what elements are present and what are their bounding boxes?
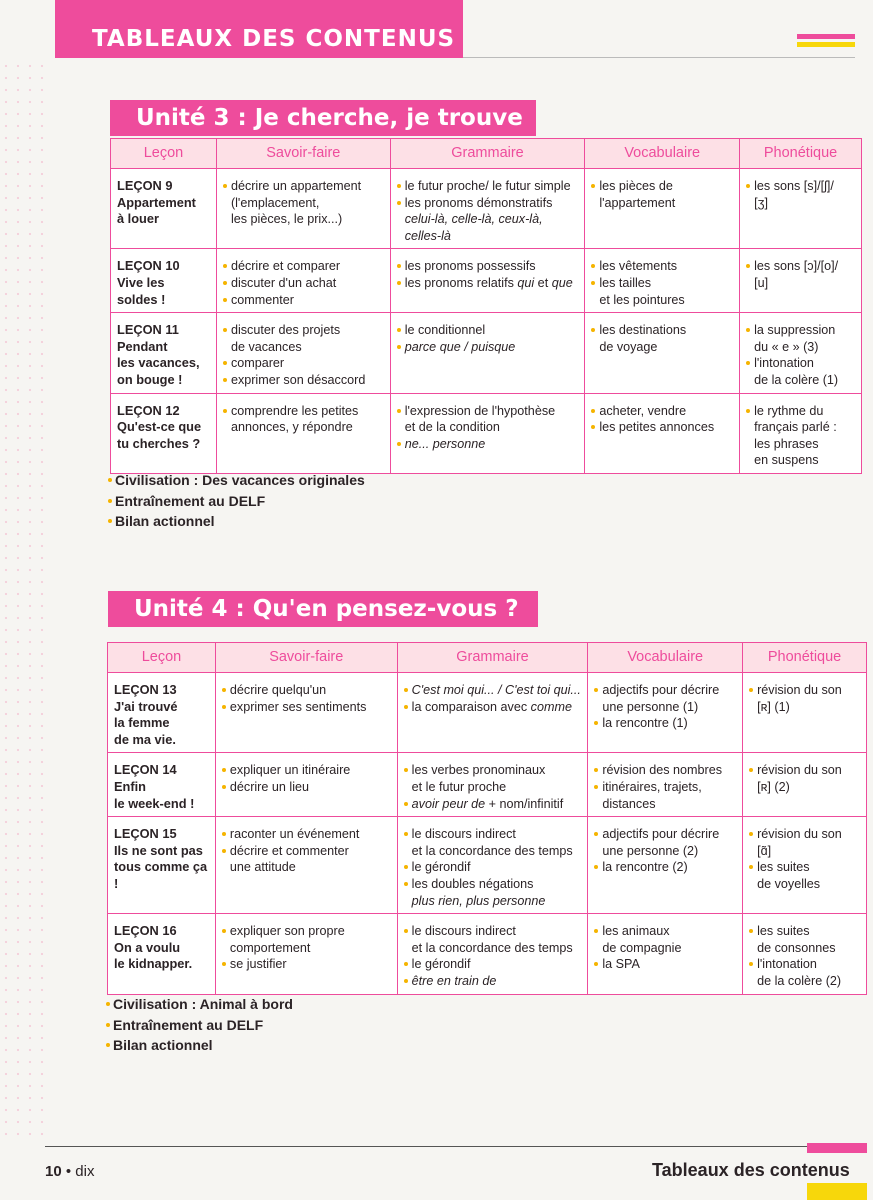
phonetique-cell — [743, 673, 867, 753]
lesson-title-line: la femme — [114, 715, 170, 731]
savoir-item: expliquer son propre — [222, 923, 391, 940]
lesson-row — [111, 313, 862, 393]
savoir-item: commenter — [223, 292, 384, 309]
savoir-item: de vacances — [230, 339, 302, 354]
header-rule — [463, 57, 855, 58]
vocabulaire-item: acheter, vendre — [591, 403, 733, 420]
savoir-item: les pièces, le prix...) — [230, 212, 343, 227]
lesson-title-line: Vive les — [117, 274, 165, 290]
phonetique-item: [ʒ] — [754, 195, 768, 210]
grammaire-item: les pronoms possessifs — [397, 258, 579, 275]
lesson-title-line: LEÇON 16 — [114, 923, 177, 939]
vocabulaire-item: l'appartement — [599, 195, 676, 210]
column-header: Savoir-faire — [215, 643, 397, 673]
lesson-title-line: LEÇON 12 — [117, 402, 180, 418]
phonetique-item: [ʀ] (2) — [757, 779, 790, 794]
phonetique-item: le rythme du — [746, 403, 855, 420]
phonetique-cell — [740, 249, 862, 313]
phonetique-item: les sons [s]/[ʃ]/ — [746, 178, 855, 195]
vocabulaire-cell — [588, 673, 743, 753]
phonetique-item: [ɑ̃] — [757, 843, 772, 858]
vocabulaire-cell — [585, 393, 740, 473]
vocabulaire-item: les destinations — [591, 322, 733, 339]
grammaire-item: le gérondif — [404, 859, 582, 876]
lesson-title-line: Ils ne sont pas — [114, 842, 203, 858]
phonetique-item: de consonnes — [757, 940, 836, 955]
savoir-item: décrire un appartement — [223, 178, 384, 195]
lesson-row — [111, 169, 862, 249]
footer-pink-marker — [807, 1143, 867, 1153]
phonetique-item: révision du son — [749, 682, 860, 699]
lesson-cell — [108, 673, 216, 753]
lesson-title-line: à louer — [117, 211, 159, 227]
lesson-cell — [108, 817, 216, 914]
column-header: Leçon — [108, 643, 216, 673]
grammaire-item: et la concordance des temps — [411, 940, 573, 955]
savoir-item: une attitude — [229, 860, 296, 875]
vocabulaire-item: la rencontre (1) — [594, 715, 736, 732]
savoir-cell — [215, 753, 397, 817]
phonetique-item: les sons [ɔ]/[o]/ — [746, 258, 855, 275]
phonetique-item: les suites — [749, 859, 860, 876]
phonetique-item: la suppression — [746, 322, 855, 339]
grammaire-item: le conditionnel — [397, 322, 579, 339]
lesson-title-line: Appartement — [117, 194, 196, 210]
grammaire-item: C'est moi qui... / C'est toi qui... — [404, 682, 582, 699]
savoir-item: décrire quelqu'un — [222, 682, 391, 699]
lesson-title-line: soldes ! — [117, 291, 166, 307]
unit-3-title: Unité 3 : Je cherche, je trouve — [110, 100, 536, 136]
grammaire-item: celui-là, celle-là, ceux-là, — [404, 212, 543, 227]
grammaire-item: le gérondif — [404, 956, 582, 973]
vocabulaire-item: les petites annonces — [591, 419, 733, 436]
lesson-title-line: tu cherches ? — [117, 435, 201, 451]
column-header: Vocabulaire — [585, 139, 740, 169]
column-header: Phonétique — [743, 643, 867, 673]
savoir-item: expliquer un itinéraire — [222, 762, 391, 779]
page-title: TABLEAUX DES CONTENUS — [92, 26, 456, 52]
lesson-title-line: LEÇON 11 — [117, 322, 179, 338]
lesson-title-line: les vacances, — [117, 355, 200, 371]
vocabulaire-item: une personne (2) — [602, 843, 699, 858]
corner-color-marker — [797, 34, 855, 50]
phonetique-cell — [743, 817, 867, 914]
column-header: Leçon — [111, 139, 217, 169]
lesson-cell — [111, 169, 217, 249]
footer-yellow-marker — [807, 1183, 867, 1200]
lesson-title-line: de ma vie. — [114, 731, 176, 747]
phonetique-cell — [740, 393, 862, 473]
savoir-item: exprimer ses sentiments — [222, 699, 391, 716]
column-header: Vocabulaire — [588, 643, 743, 673]
savoir-item: discuter des projets — [223, 322, 384, 339]
lesson-title-line: LEÇON 9 — [117, 178, 173, 193]
lesson-row — [108, 673, 867, 753]
extra-item: Bilan actionnel — [106, 1035, 293, 1056]
savoir-cell — [215, 817, 397, 914]
grammaire-item: le futur proche/ le futur simple — [397, 178, 579, 195]
vocabulaire-item: de compagnie — [602, 940, 682, 955]
lesson-title-line: LEÇON 15 — [114, 826, 177, 842]
phonetique-item: de la colère (2) — [757, 973, 842, 988]
extra-item: Entraînement au DELF — [108, 491, 365, 512]
lesson-title-line: le kidnapper. — [114, 956, 193, 972]
phonetique-cell — [743, 914, 867, 994]
vocabulaire-cell — [588, 914, 743, 994]
savoir-item: comparer — [223, 355, 384, 372]
phonetique-cell — [743, 753, 867, 817]
column-header: Phonétique — [740, 139, 862, 169]
phonetique-item: les phrases — [754, 436, 819, 451]
footer-rule — [45, 1146, 830, 1147]
lesson-row — [111, 249, 862, 313]
grammaire-item: celles-là — [404, 228, 451, 243]
unit-4-extras — [106, 994, 293, 1056]
lesson-title-line: on bouge ! — [117, 371, 183, 387]
grammaire-item: les doubles négations — [404, 876, 582, 893]
savoir-item: annonces, y répondre — [230, 420, 353, 435]
savoir-cell — [216, 313, 390, 393]
vocabulaire-cell — [585, 169, 740, 249]
vocabulaire-item: révision des nombres — [594, 762, 736, 779]
savoir-item: exprimer son désaccord — [223, 372, 384, 389]
dotted-margin-pattern — [0, 60, 48, 1140]
phonetique-item: les suites — [749, 923, 860, 940]
savoir-item: se justifier — [222, 956, 391, 973]
lesson-cell — [111, 249, 217, 313]
grammaire-item: avoir peur de + nom/infinitif — [404, 796, 582, 813]
vocabulaire-item: une personne (1) — [602, 699, 699, 714]
grammaire-item: les verbes pronominaux — [404, 762, 582, 779]
lesson-cell — [108, 914, 216, 994]
phonetique-item: révision du son — [749, 762, 860, 779]
lesson-row — [108, 817, 867, 914]
grammaire-cell — [397, 673, 588, 753]
savoir-cell — [215, 914, 397, 994]
extra-item: Entraînement au DELF — [106, 1015, 293, 1036]
vocabulaire-cell — [585, 313, 740, 393]
lesson-title-line: LEÇON 10 — [117, 258, 180, 274]
grammaire-cell — [397, 753, 588, 817]
grammaire-item: le discours indirect — [404, 923, 582, 940]
savoir-cell — [216, 169, 390, 249]
grammaire-cell — [390, 313, 585, 393]
lesson-cell — [111, 393, 217, 473]
vocabulaire-item: les pièces de — [591, 178, 733, 195]
grammaire-item: la comparaison avec comme — [404, 699, 582, 716]
vocabulaire-item: et les pointures — [599, 292, 685, 307]
savoir-item: décrire et commenter — [222, 843, 391, 860]
grammaire-item: l'expression de l'hypothèse — [397, 403, 579, 420]
column-header: Grammaire — [397, 643, 588, 673]
lesson-title-line: LEÇON 14 — [114, 762, 177, 778]
extra-item: Civilisation : Animal à bord — [106, 994, 293, 1015]
grammaire-cell — [390, 393, 585, 473]
savoir-item: raconter un événement — [222, 826, 391, 843]
phonetique-item: du « e » (3) — [754, 339, 819, 354]
grammaire-item: être en train de — [404, 973, 582, 990]
unit-3-extras — [108, 470, 365, 532]
vocabulaire-item: les tailles — [591, 275, 733, 292]
savoir-cell — [215, 673, 397, 753]
phonetique-item: l'intonation — [749, 956, 860, 973]
lesson-title-line: Pendant — [117, 338, 168, 354]
footer-title: Tableaux des contenus — [652, 1160, 850, 1180]
grammaire-item: les pronoms démonstratifs — [397, 195, 579, 212]
lesson-title-line: J'ai trouvé — [114, 698, 178, 714]
lesson-title-line: tous comme ça ! — [114, 859, 208, 891]
savoir-item: décrire un lieu — [222, 779, 391, 796]
grammaire-item: et la concordance des temps — [411, 843, 573, 858]
phonetique-cell — [740, 169, 862, 249]
savoir-item: comprendre les petites — [223, 403, 384, 420]
lesson-row — [108, 753, 867, 817]
vocabulaire-cell — [585, 249, 740, 313]
phonetique-cell — [740, 313, 862, 393]
phonetique-item: l'intonation — [746, 355, 855, 372]
savoir-cell — [216, 249, 390, 313]
vocabulaire-item: la SPA — [594, 956, 736, 973]
vocabulaire-item: de voyage — [599, 339, 658, 354]
column-header: Grammaire — [390, 139, 585, 169]
vocabulaire-item: itinéraires, trajets, — [594, 779, 736, 796]
phonetique-item: de voyelles — [757, 876, 821, 891]
grammaire-cell — [390, 249, 585, 313]
phonetique-item: révision du son — [749, 826, 860, 843]
vocabulaire-item: distances — [602, 796, 656, 811]
savoir-item: (l'emplacement, — [230, 195, 320, 210]
vocabulaire-cell — [588, 753, 743, 817]
savoir-item: comportement — [229, 940, 311, 955]
phonetique-item: en suspens — [754, 453, 819, 468]
grammaire-item: et de la condition — [404, 420, 500, 435]
vocabulaire-item: les animaux — [594, 923, 736, 940]
savoir-item: décrire et comparer — [223, 258, 384, 275]
grammaire-cell — [390, 169, 585, 249]
lesson-title-line: On a voulu — [114, 939, 181, 955]
grammaire-item: le discours indirect — [404, 826, 582, 843]
extra-item: Civilisation : Des vacances originales — [108, 470, 365, 491]
lesson-title-line: LEÇON 13 — [114, 682, 177, 697]
extra-item: Bilan actionnel — [108, 511, 365, 532]
phonetique-item: français parlé : — [754, 420, 837, 435]
lesson-cell — [111, 313, 217, 393]
grammaire-item: parce que / puisque — [397, 339, 579, 356]
page-number: 10 • dix — [45, 1163, 95, 1180]
grammaire-cell — [397, 914, 588, 994]
phonetique-item: [ʀ] (1) — [757, 699, 790, 714]
vocabulaire-item: adjectifs pour décrire — [594, 826, 736, 843]
phonetique-item: de la colère (1) — [754, 372, 839, 387]
vocabulaire-item: les vêtements — [591, 258, 733, 275]
unit-4-table — [107, 642, 867, 995]
grammaire-item: et le futur proche — [411, 779, 507, 794]
grammaire-item: ne... personne — [397, 436, 579, 453]
lesson-title-line: Qu'est-ce que — [117, 419, 202, 435]
vocabulaire-cell — [588, 817, 743, 914]
lesson-cell — [108, 753, 216, 817]
grammaire-item: les pronoms relatifs qui et que — [397, 275, 579, 292]
lesson-title-line: le week-end ! — [114, 795, 195, 811]
unit-4-title: Unité 4 : Qu'en pensez-vous ? — [108, 591, 538, 627]
vocabulaire-item: la rencontre (2) — [594, 859, 736, 876]
vocabulaire-item: adjectifs pour décrire — [594, 682, 736, 699]
savoir-item: discuter d'un achat — [223, 275, 384, 292]
phonetique-item: [u] — [754, 275, 769, 290]
grammaire-item: plus rien, plus personne — [411, 893, 546, 908]
unit-3-table — [110, 138, 862, 474]
lesson-title-line: Enfin — [114, 778, 146, 794]
column-header: Savoir-faire — [216, 139, 390, 169]
lesson-row — [108, 914, 867, 994]
grammaire-cell — [397, 817, 588, 914]
savoir-cell — [216, 393, 390, 473]
lesson-row — [111, 393, 862, 473]
